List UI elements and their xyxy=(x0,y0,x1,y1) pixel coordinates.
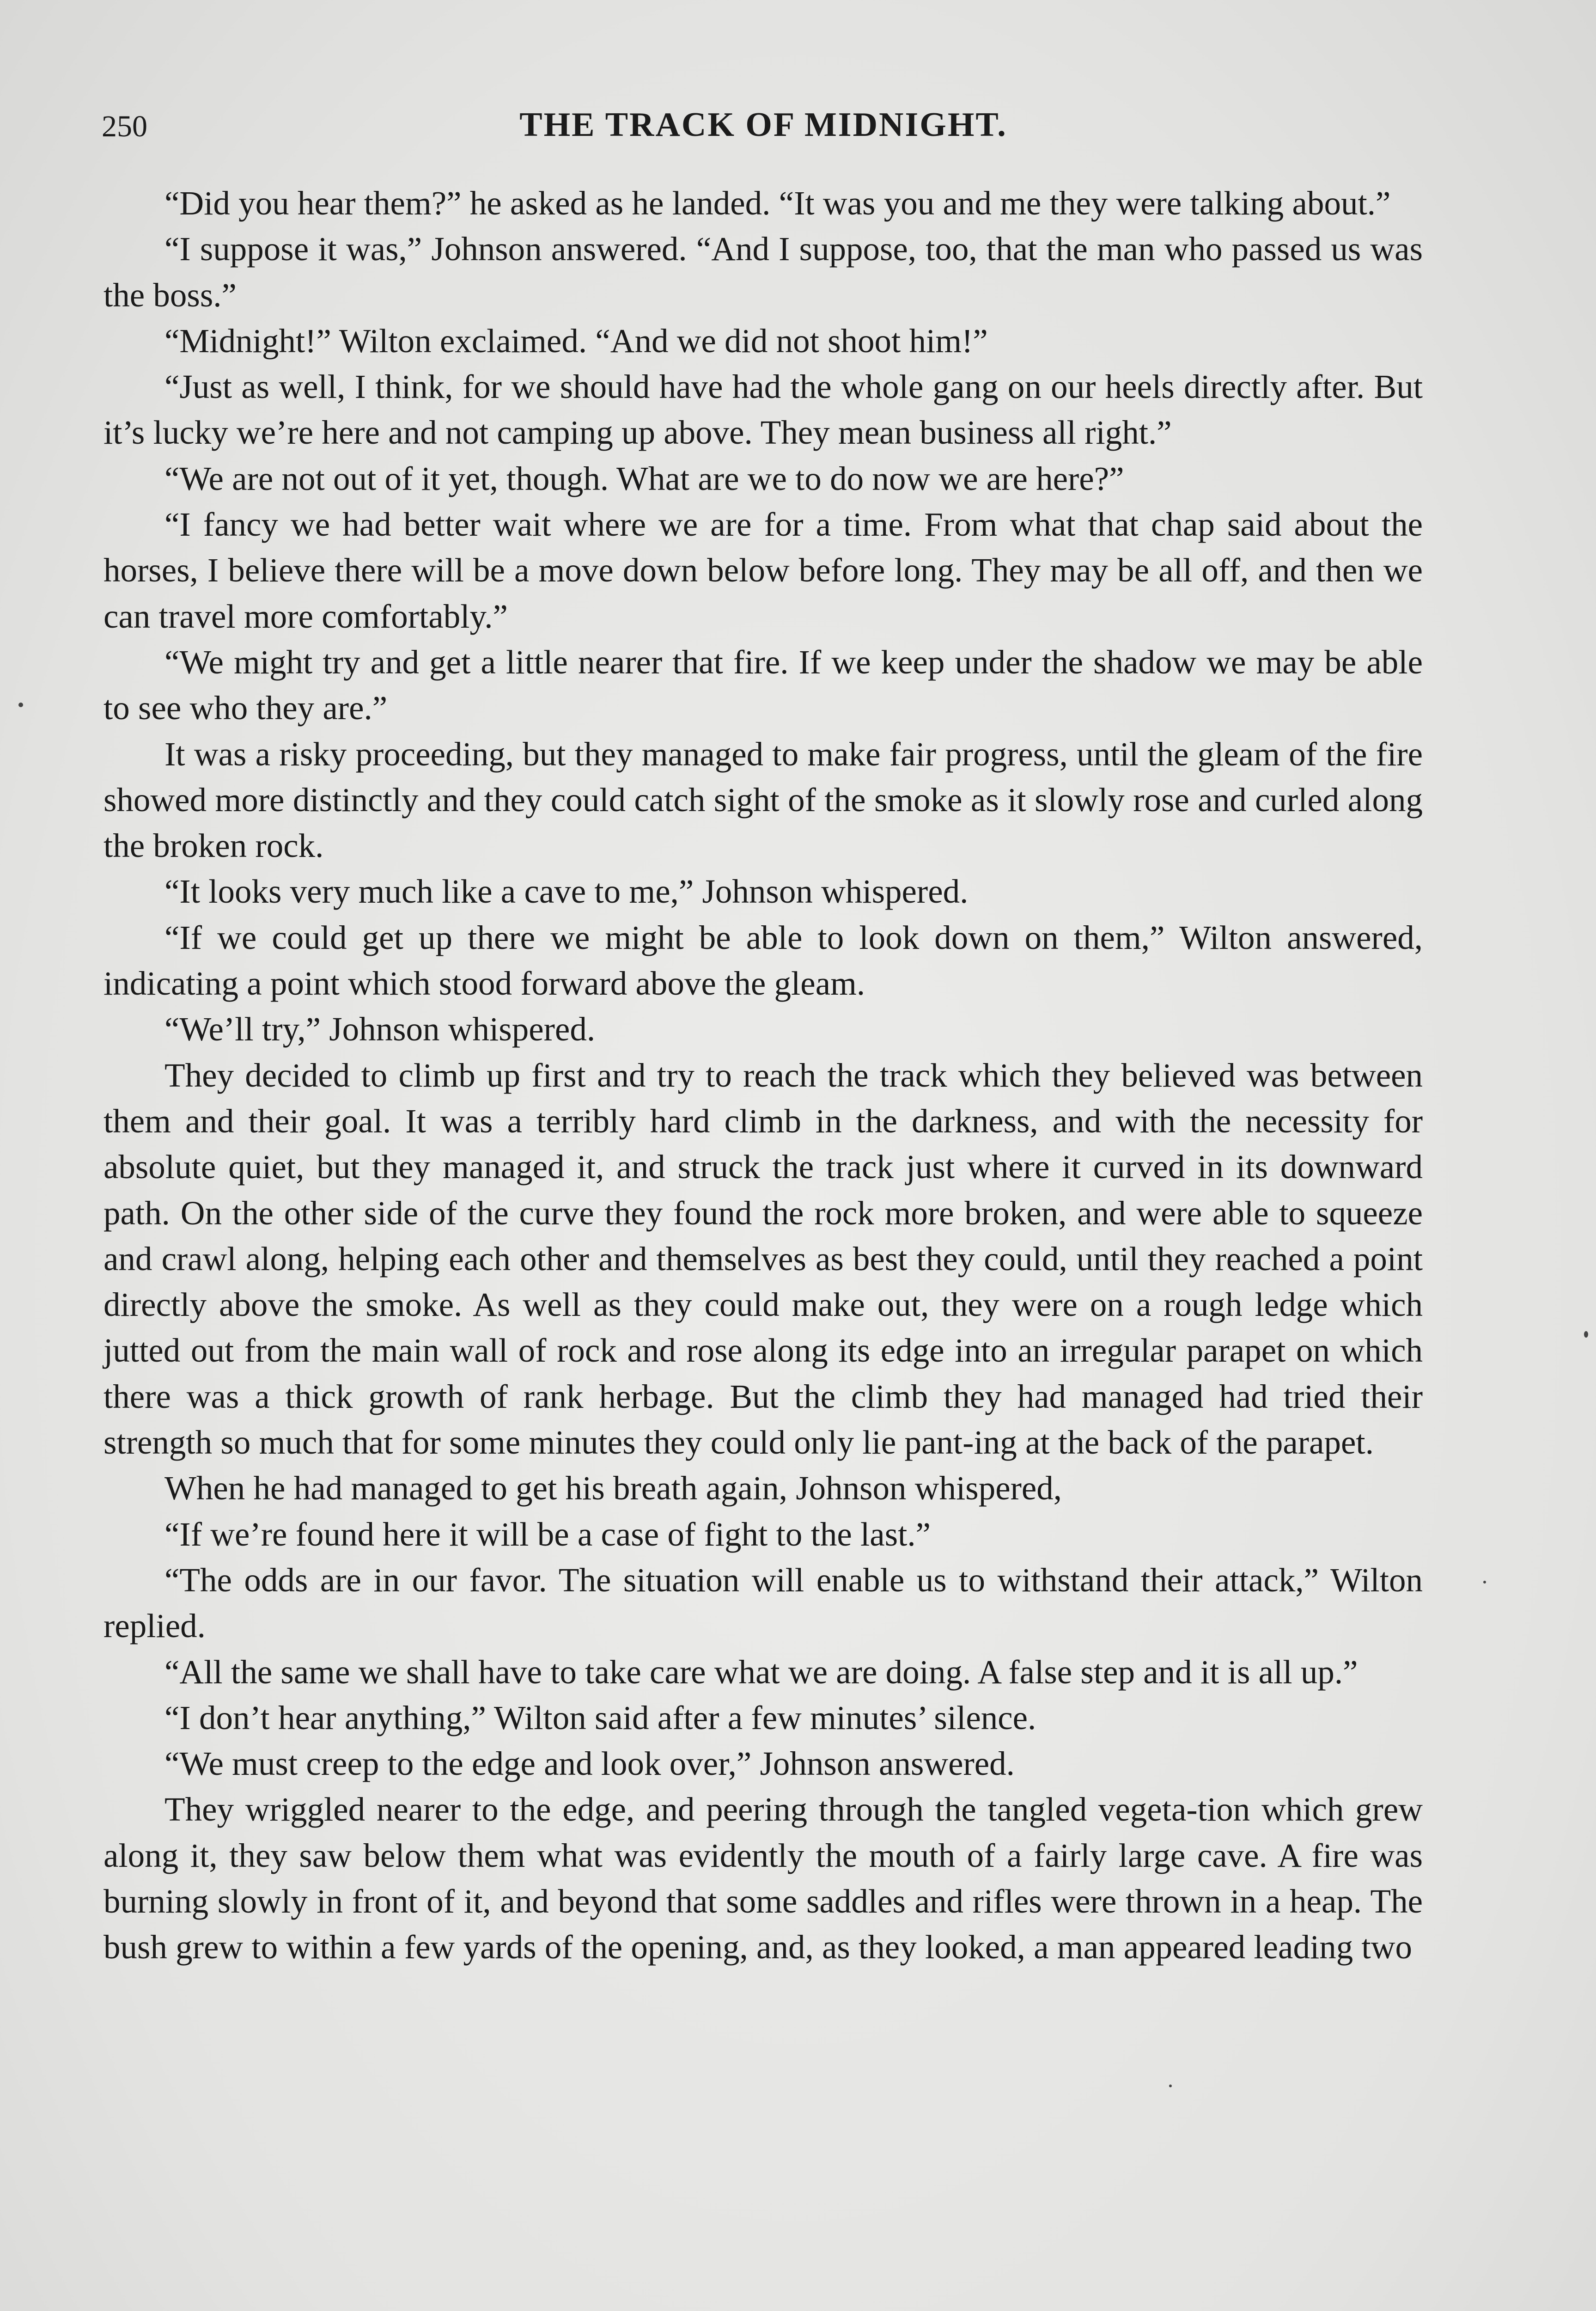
paragraph: They decided to climb up first and try to reach the track which they believed was between them and their goal. It was a terribly hard climb in the darkness, and with the necessity for absolute quiet, but they managed it, and struck the track just where it curved in its downward path. On the other side of the curve they found the rock more broken, and were able to squeeze and crawl along, helping each other and themselves as best they could, until they reached a point directly above the smoke. As well as they could make out, they were on a rough ledge which jutted out from the main wall of rock and rose along its edge into an irregular parapet on which there was a thick growth of rank herbage. But the climb they had managed had tried their strength so much that for some minutes they could only lie pant-ing at the back of the parapet. xyxy=(104,1056,1423,1461)
paragraph: “Midnight!” Wilton exclaimed. “And we did not shoot him!” xyxy=(164,322,988,360)
paragraph: It was a risky proceeding, but they managed to make fair progress, until the gleam of the fire showed more distinctly and they could catch sight of the smoke as it slowly rose and curled along the broken rock. xyxy=(104,735,1423,865)
paragraph: “If we could get up there we might be able to look down on them,” Wilton answered, indicating a point which stood forward above the gleam. xyxy=(104,918,1423,1003)
paragraph: “If we’re found here it will be a case of fight to the last.” xyxy=(164,1515,931,1553)
paragraph: “All the same we shall have to take care what we are doing. A false step and it is all up.” xyxy=(164,1653,1358,1691)
paragraph: “We’ll try,” Johnson whispered. xyxy=(164,1010,596,1048)
paper-speck xyxy=(1483,1581,1486,1583)
running-title: THE TRACK OF MIDNIGHT. xyxy=(519,106,1007,144)
paragraph: “I don’t hear anything,” Wilton said after a few minutes’ silence. xyxy=(164,1699,1036,1736)
body-text xyxy=(104,180,1423,1970)
paragraph: “The odds are in our favor. The situation will enable us to withstand their attack,” Wilton replied. xyxy=(104,1561,1423,1645)
paragraph: “Just as well, I think, for we should have had the whole gang on our heels directly after. But it’s lucky we’re here and not camping up above. They mean business all right.” xyxy=(104,368,1423,452)
paper-speck xyxy=(18,703,23,707)
running-head xyxy=(102,105,1425,147)
page-number: 250 xyxy=(102,110,147,143)
paragraph: “I suppose it was,” Johnson answered. “And I suppose, too, that the man who passed us was the boss.” xyxy=(104,230,1423,314)
paragraph: “We might try and get a little nearer that fire. If we keep under the shadow we may be able to see who they are.” xyxy=(104,643,1423,727)
paragraph: “It looks very much like a cave to me,” Johnson whispered. xyxy=(164,873,969,911)
paragraph: “Did you hear them?” he asked as he landed. “It was you and me they were talking about.” xyxy=(164,184,1391,222)
paragraph: When he had managed to get his breath again, Johnson whispered, xyxy=(164,1469,1062,1507)
paper-speck xyxy=(1169,2085,1172,2087)
paragraph: They wriggled nearer to the edge, and peering through the tangled vegeta-tion which grew along it, they saw below them what was evidently the mouth of a fairly large cave. A fire was burning slowly in front of it, and beyond that some saddles and rifles were thrown in a heap. The bush grew to within a few yards of the opening, and, as they looked, a man appeared leading two xyxy=(104,1791,1423,1966)
paragraph: “We are not out of it yet, though. What are we to do now we are here?” xyxy=(164,459,1124,497)
paper-speck xyxy=(1584,1331,1588,1338)
paragraph: “I fancy we had better wait where we are for a time. From what that chap said about the horses, I believe there will be a move down below before long. They may be all off, and then we can travel more comfortably.” xyxy=(104,506,1423,635)
paragraph: “We must creep to the edge and look over,” Johnson answered. xyxy=(164,1745,1015,1783)
